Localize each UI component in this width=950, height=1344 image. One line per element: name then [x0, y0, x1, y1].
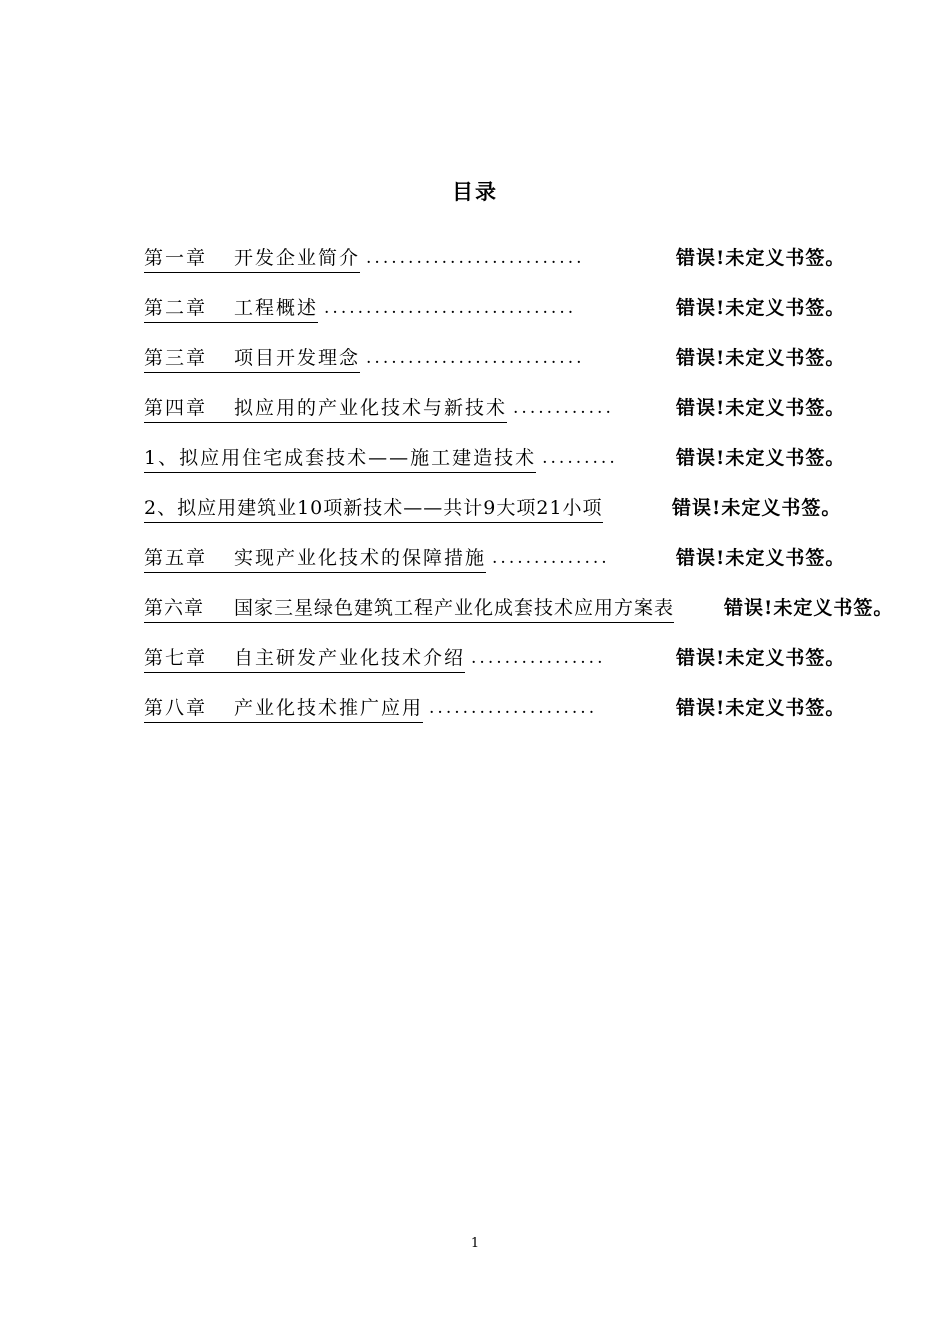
table-of-contents — [144, 244, 924, 744]
toc-entry-title: 国家三星绿色建筑工程产业化成套技术应用方案表 — [234, 597, 675, 619]
toc-entry-title: 拟应用住宅成套技术——施工建造技术 — [179, 447, 537, 469]
toc-chapter-number: 2、 — [144, 497, 178, 519]
toc-entry — [144, 544, 924, 594]
toc-page-ref: 错误!未定义书签。 — [676, 647, 846, 669]
toc-chapter-number: 第七章 — [144, 647, 208, 669]
toc-dot-leader: ......... — [542, 448, 618, 468]
toc-entry-link[interactable] — [144, 244, 360, 273]
toc-entry-title: 产业化技术推广应用 — [234, 697, 424, 719]
toc-entry-title: 实现产业化技术的保障措施 — [234, 547, 487, 569]
toc-entry-title: 自主研发产业化技术介绍 — [234, 647, 466, 669]
toc-entry-title: 拟应用建筑业10项新技术——共计9大项21小项 — [177, 497, 603, 519]
toc-entry — [144, 294, 924, 344]
toc-entry-link[interactable] — [144, 444, 536, 473]
toc-entry — [144, 494, 924, 544]
toc-page-ref: 错误!未定义书签。 — [676, 697, 846, 719]
toc-page-ref: 错误!未定义书签。 — [676, 297, 846, 319]
toc-entry — [144, 244, 924, 294]
toc-entry-link[interactable] — [144, 344, 360, 373]
toc-dot-leader: .......................... — [366, 248, 585, 268]
toc-entry — [144, 594, 924, 644]
toc-chapter-number: 第八章 — [144, 697, 208, 719]
toc-entry-link[interactable] — [144, 644, 465, 673]
toc-entry-title: 开发企业简介 — [234, 247, 361, 269]
toc-entry-title: 拟应用的产业化技术与新技术 — [234, 397, 508, 419]
toc-entry — [144, 444, 924, 494]
toc-dot-leader: .......................... — [366, 348, 585, 368]
toc-entry-title: 项目开发理念 — [234, 347, 361, 369]
toc-page-ref: 错误!未定义书签。 — [676, 447, 846, 469]
toc-chapter-number: 第二章 — [144, 297, 208, 319]
toc-dot-leader: ............ — [513, 398, 614, 418]
toc-chapter-number: 第六章 — [144, 597, 205, 619]
toc-entry — [144, 694, 924, 744]
toc-page-ref: 错误!未定义书签。 — [676, 247, 846, 269]
toc-entry-link[interactable] — [144, 694, 423, 723]
toc-heading: 目录 — [452, 179, 498, 204]
toc-entry — [144, 394, 924, 444]
toc-entry — [144, 644, 924, 694]
toc-dot-leader: .............. — [492, 548, 610, 568]
toc-dot-leader: .............................. — [324, 298, 577, 318]
toc-page-ref: 错误!未定义书签。 — [676, 347, 846, 369]
toc-chapter-number: 第三章 — [144, 347, 208, 369]
toc-page-ref: 错误!未定义书签。 — [724, 597, 894, 619]
toc-page-ref: 错误!未定义书签。 — [676, 547, 846, 569]
toc-entry — [144, 344, 924, 394]
toc-entry-link[interactable] — [144, 294, 318, 323]
toc-chapter-number: 第五章 — [144, 547, 208, 569]
page-number: 1 — [470, 1236, 480, 1251]
toc-entry-link[interactable] — [144, 594, 674, 623]
toc-dot-leader: ................ — [471, 648, 606, 668]
toc-entry-link[interactable] — [144, 494, 603, 523]
toc-chapter-number: 第一章 — [144, 247, 208, 269]
toc-entry-title: 工程概述 — [234, 297, 319, 319]
toc-chapter-number: 1、 — [144, 447, 180, 469]
toc-page-ref: 错误!未定义书签。 — [672, 497, 842, 519]
toc-entry-link[interactable] — [144, 394, 507, 423]
toc-chapter-number: 第四章 — [144, 397, 208, 419]
toc-page-ref: 错误!未定义书签。 — [676, 397, 846, 419]
toc-entry-link[interactable] — [144, 544, 486, 573]
toc-dot-leader: .................... — [429, 698, 598, 718]
